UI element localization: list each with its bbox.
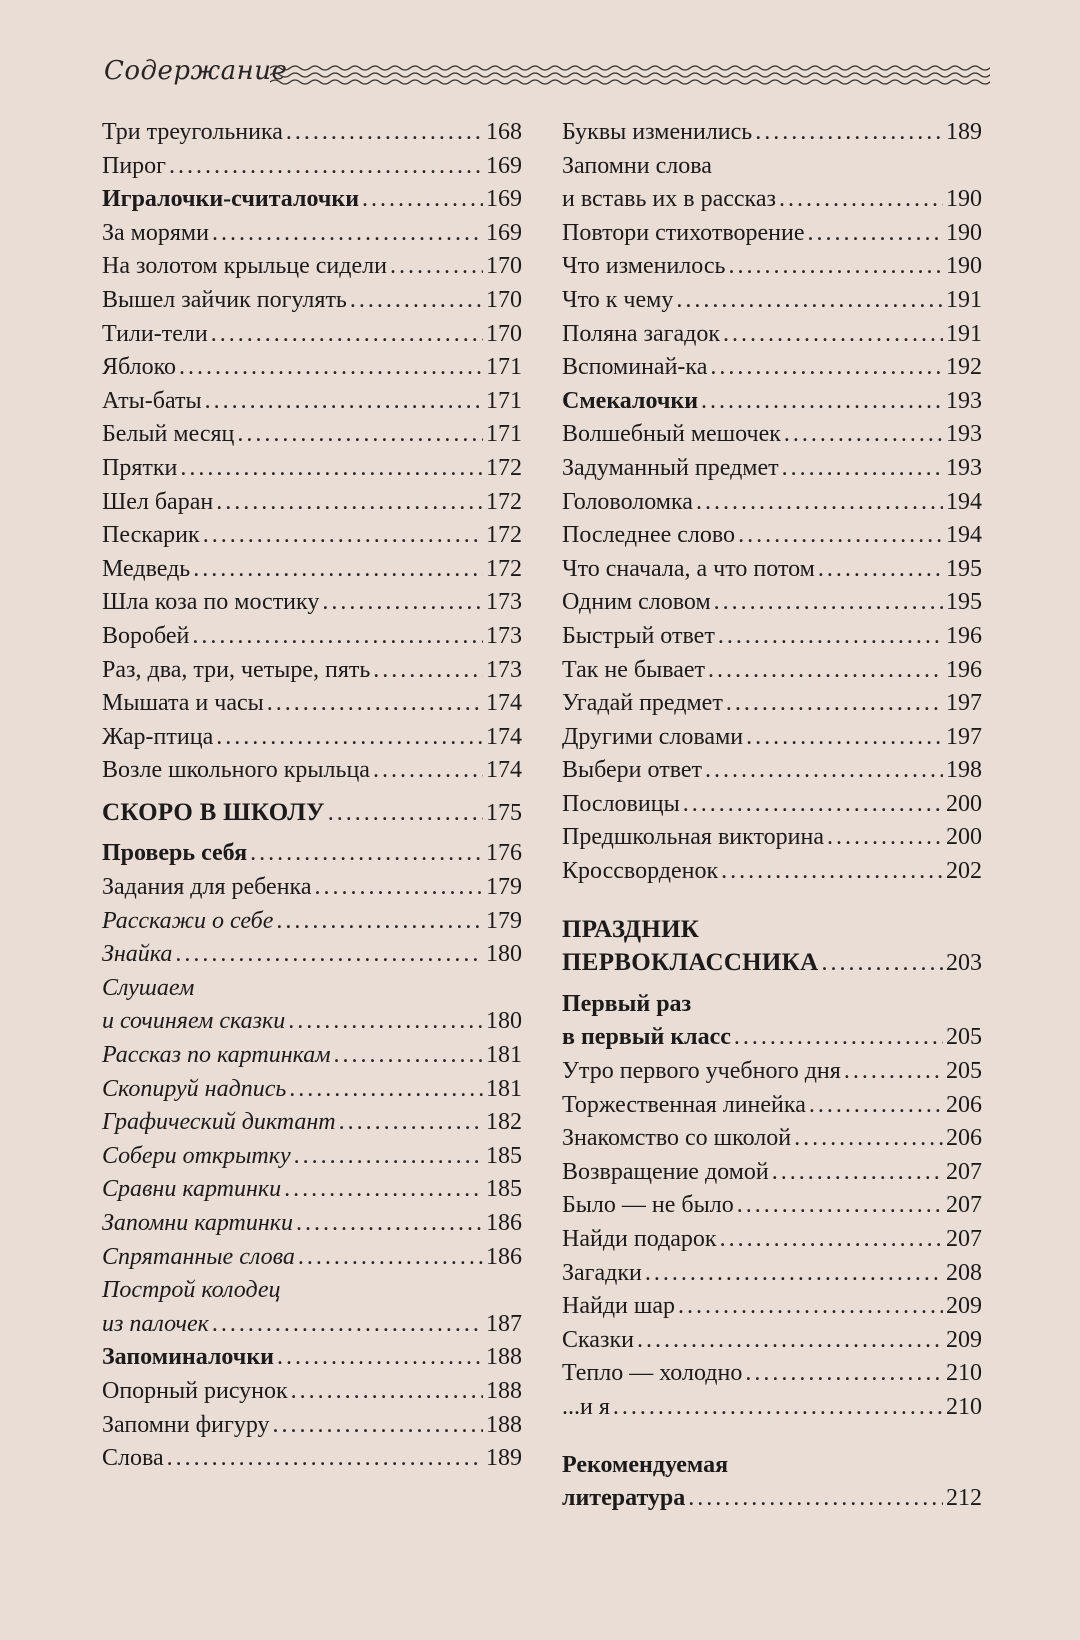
toc-entry-italic[interactable]: Запомни картинки ..... 186 bbox=[102, 1207, 522, 1241]
toc-entry[interactable]: Яблоко ..... 171 bbox=[102, 351, 522, 385]
toc-entry-subsection[interactable]: литература ..... 212 bbox=[562, 1482, 982, 1516]
toc-entry[interactable]: Белый месяц ..... 171 bbox=[102, 418, 522, 452]
wave-ornament bbox=[270, 62, 990, 88]
toc-entry[interactable]: Мышата и часы ..... 174 bbox=[102, 687, 522, 721]
toc-subsection-line1[interactable]: Рекомендуемая bbox=[562, 1451, 729, 1478]
toc-section-heading[interactable]: СКОРО В ШКОЛУ ..... 175 bbox=[102, 796, 522, 830]
toc-entry[interactable]: На золотом крыльце сидели ..... 170 bbox=[102, 250, 522, 284]
toc-entry-italic[interactable]: Сравни картинки ..... 185 bbox=[102, 1173, 522, 1207]
toc-entry[interactable]: За морями ..... 169 bbox=[102, 217, 522, 251]
toc-entry[interactable]: Задуманный предмет ..... 193 bbox=[562, 452, 982, 486]
toc-right-column bbox=[562, 116, 982, 1516]
toc-entry-italic[interactable]: Собери открытку ..... 185 bbox=[102, 1140, 522, 1174]
toc-entry-line1[interactable]: Запомни слова bbox=[562, 152, 712, 179]
toc-entry[interactable]: Аты-баты ..... 171 bbox=[102, 385, 522, 419]
toc-entry[interactable]: Шла коза по мостику ..... 173 bbox=[102, 586, 522, 620]
toc-entry[interactable]: Так не бывает ..... 196 bbox=[562, 654, 982, 688]
toc-entry[interactable]: Волшебный мешочек ..... 193 bbox=[562, 418, 982, 452]
toc-entry[interactable]: Выбери ответ ..... 198 bbox=[562, 754, 982, 788]
toc-entry[interactable]: Утро первого учебного дня ..... 205 bbox=[562, 1055, 982, 1089]
toc-list-right-1 bbox=[562, 217, 982, 889]
toc-entry[interactable]: Тепло — холодно ..... 210 bbox=[562, 1357, 982, 1391]
page-header bbox=[104, 56, 1004, 96]
toc-entry[interactable]: Тили-тели ..... 170 bbox=[102, 318, 522, 352]
toc-entry[interactable]: Повтори стихотворение ..... 190 bbox=[562, 217, 982, 251]
toc-entry[interactable]: Пирог ..... 169 bbox=[102, 150, 522, 184]
toc-entry[interactable]: Найди подарок ..... 207 bbox=[562, 1223, 982, 1257]
toc-list-left-2 bbox=[102, 837, 522, 1475]
toc-entry[interactable]: Одним словом ..... 195 bbox=[562, 586, 982, 620]
toc-entry-subsection[interactable]: Игралочки-считалочки ..... 169 bbox=[102, 183, 522, 217]
toc-entry[interactable]: Медведь ..... 172 bbox=[102, 553, 522, 587]
toc-entry[interactable]: Кроссворденок ..... 202 bbox=[562, 855, 982, 889]
toc-section-heading-line1[interactable]: ПРАЗДНИК bbox=[562, 915, 700, 943]
toc-entry[interactable]: Вспоминай-ка ..... 192 bbox=[562, 351, 982, 385]
toc-entry-italic[interactable]: Графический диктант ..... 182 bbox=[102, 1106, 522, 1140]
toc-entry[interactable]: Пословицы ..... 200 bbox=[562, 788, 982, 822]
toc-entry-subsection[interactable]: Запоминалочки ..... 188 bbox=[102, 1341, 522, 1375]
toc-entry[interactable]: Предшкольная викторина ..... 200 bbox=[562, 821, 982, 855]
toc-section-heading[interactable]: ПЕРВОКЛАССНИКА ..... 203 bbox=[562, 946, 982, 980]
toc-entry-italic[interactable]: Знайка ..... 180 bbox=[102, 938, 522, 972]
toc-entry[interactable]: Задания для ребенка ..... 179 bbox=[102, 871, 522, 905]
toc-entry[interactable]: Что изменилось ..... 190 bbox=[562, 250, 982, 284]
toc-entry-subsection[interactable]: Проверь себя ..... 176 bbox=[102, 837, 522, 871]
toc-subsection-line1[interactable]: Первый раз bbox=[562, 990, 692, 1017]
toc-entry-line1[interactable]: Слушаем bbox=[102, 974, 195, 1001]
toc-entry[interactable]: Пескарик ..... 172 bbox=[102, 519, 522, 553]
toc-entry[interactable]: Прятки ..... 172 bbox=[102, 452, 522, 486]
toc-entry[interactable]: Торжественная линейка ..... 206 bbox=[562, 1089, 982, 1123]
toc-entry[interactable]: Знакомство со школой ..... 206 bbox=[562, 1122, 982, 1156]
toc-entry[interactable]: и вставь их в рассказ ..... 190 bbox=[562, 183, 982, 217]
header-title: Содержание bbox=[104, 56, 288, 86]
toc-entry[interactable]: Вышел зайчик погулять ..... 170 bbox=[102, 284, 522, 318]
toc-entry[interactable]: Раз, два, три, четыре, пять ..... 173 bbox=[102, 654, 522, 688]
toc-entry[interactable]: Буквы изменились ..... 189 bbox=[562, 116, 982, 150]
toc-entry[interactable]: Поляна загадок ..... 191 bbox=[562, 318, 982, 352]
toc-entry[interactable]: Было — не было ..... 207 bbox=[562, 1189, 982, 1223]
toc-entry-subsection[interactable]: в первый класс ..... 205 bbox=[562, 1021, 982, 1055]
toc-entry[interactable]: Последнее слово ..... 194 bbox=[562, 519, 982, 553]
toc-entry[interactable]: Жар-птица ..... 174 bbox=[102, 721, 522, 755]
toc-entry[interactable]: Слова ..... 189 bbox=[102, 1442, 522, 1476]
toc-entry-italic[interactable]: Расскажи о себе ..... 179 bbox=[102, 905, 522, 939]
toc-entry-line1[interactable]: Построй колодец bbox=[102, 1277, 281, 1304]
toc-entry[interactable]: Что сначала, а что потом ..... 195 bbox=[562, 553, 982, 587]
toc-entry[interactable]: Что к чему ..... 191 bbox=[562, 284, 982, 318]
toc-entry[interactable]: Возле школьного крыльца ..... 174 bbox=[102, 754, 522, 788]
toc-entry[interactable]: Угадай предмет ..... 197 bbox=[562, 687, 982, 721]
toc-entry[interactable]: Воробей ..... 173 bbox=[102, 620, 522, 654]
toc-entry[interactable]: Быстрый ответ ..... 196 bbox=[562, 620, 982, 654]
toc-list-left-1 bbox=[102, 116, 522, 788]
toc-list-right-2 bbox=[562, 1055, 982, 1425]
toc-entry[interactable]: Головоломка ..... 194 bbox=[562, 486, 982, 520]
toc-entry[interactable]: Сказки ..... 209 bbox=[562, 1324, 982, 1358]
toc-entry[interactable]: Возвращение домой ..... 207 bbox=[562, 1156, 982, 1190]
toc-entry-italic[interactable]: Рассказ по картинкам ..... 181 bbox=[102, 1039, 522, 1073]
toc-entry[interactable]: Опорный рисунок ..... 188 bbox=[102, 1375, 522, 1409]
toc-entry[interactable]: Три треугольника ..... 168 bbox=[102, 116, 522, 150]
toc-entry-italic[interactable]: Скопируй надпись ..... 181 bbox=[102, 1073, 522, 1107]
toc-entry[interactable]: Другими словами ..... 197 bbox=[562, 721, 982, 755]
toc-entry-italic[interactable]: и сочиняем сказки ..... 180 bbox=[102, 1005, 522, 1039]
toc-entry-italic[interactable]: из палочек ..... 187 bbox=[102, 1308, 522, 1342]
toc-entry-subsection[interactable]: Смекалочки ..... 193 bbox=[562, 385, 982, 419]
toc-entry-italic[interactable]: Спрятанные слова ..... 186 bbox=[102, 1241, 522, 1275]
toc-entry[interactable]: Запомни фигуру ..... 188 bbox=[102, 1409, 522, 1443]
toc-entry[interactable]: Загадки ..... 208 bbox=[562, 1257, 982, 1291]
toc-entry[interactable]: ...и я ..... 210 bbox=[562, 1391, 982, 1425]
toc-left-column bbox=[102, 116, 522, 1476]
toc-entry[interactable]: Найди шар ..... 209 bbox=[562, 1290, 982, 1324]
toc-entry[interactable]: Шел баран ..... 172 bbox=[102, 486, 522, 520]
